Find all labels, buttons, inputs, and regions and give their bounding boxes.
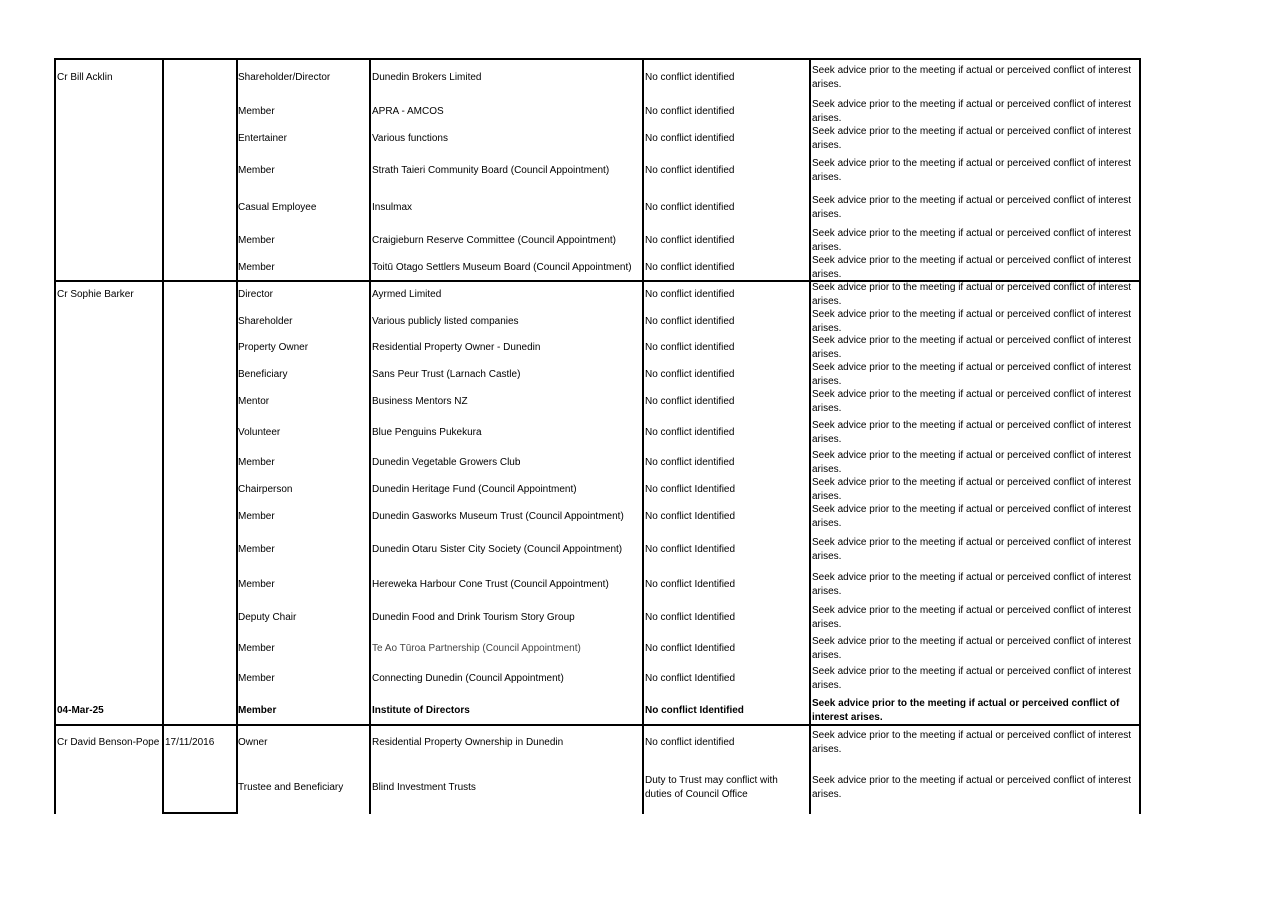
cell-action: Seek advice prior to the meeting if actual or perceived conflict of interest arises. bbox=[812, 228, 1132, 253]
cell-conflict: No conflict identified bbox=[645, 106, 735, 117]
cell-action: Seek advice prior to the meeting if actual or perceived conflict of interest arises. bbox=[812, 282, 1132, 307]
cell-conflict: No conflict Identified bbox=[645, 544, 736, 555]
cell-role: Casual Employee bbox=[238, 202, 317, 213]
cell-action: Seek advice prior to the meeting if actual or perceived conflict of interest arises. bbox=[812, 65, 1132, 90]
cell-organisation: Residential Property Ownership in Dunedin bbox=[372, 737, 564, 748]
cell-role: Member bbox=[238, 262, 275, 273]
column-divider bbox=[1139, 58, 1141, 814]
cell-conflict: Duty to Trust may conflict with duties of Council Office bbox=[645, 775, 778, 800]
cell-conflict: No conflict identified bbox=[645, 316, 735, 327]
cell-organisation: Dunedin Brokers Limited bbox=[372, 72, 482, 83]
cell-role: Entertainer bbox=[238, 133, 287, 144]
cell-organisation: APRA - AMCOS bbox=[372, 106, 444, 117]
column-divider bbox=[236, 58, 238, 814]
cell-action: Seek advice prior to the meeting if actual or perceived conflict of interest arises. bbox=[812, 450, 1132, 475]
cell-conflict: No conflict identified bbox=[645, 165, 735, 176]
cell-conflict: No conflict identified bbox=[645, 342, 735, 353]
cell-conflict: No conflict Identified bbox=[645, 612, 736, 623]
cell-organisation: Toitū Otago Settlers Museum Board (Council Appointment) bbox=[372, 262, 632, 273]
cell-conflict: No conflict Identified bbox=[645, 484, 736, 495]
cell-conflict: No conflict identified bbox=[645, 369, 735, 380]
cell-organisation: Dunedin Food and Drink Tourism Story Group bbox=[372, 612, 575, 623]
cell-action: Seek advice prior to the meeting if actual or perceived conflict of interest arises. bbox=[812, 504, 1132, 529]
cell-conflict: No conflict Identified bbox=[645, 579, 736, 590]
cell-date: 17/11/2016 bbox=[165, 737, 215, 748]
cell-conflict: No conflict identified bbox=[645, 737, 735, 748]
cell-action: Seek advice prior to the meeting if actual or perceived conflict of interest arises. bbox=[812, 255, 1132, 280]
cell-role: Mentor bbox=[238, 396, 270, 407]
cell-conflict: No conflict identified bbox=[645, 262, 735, 273]
cell-action: Seek advice prior to the meeting if actual or perceived conflict of interest arises. bbox=[812, 362, 1132, 387]
cell-conflict: No conflict identified bbox=[645, 72, 735, 83]
cell-conflict: No conflict identified bbox=[645, 235, 735, 246]
cell-organisation: Hereweka Harbour Cone Trust (Council Appointment) bbox=[372, 579, 609, 590]
column-divider bbox=[162, 58, 164, 814]
cell-organisation: Ayrmed Limited bbox=[372, 289, 442, 300]
cell-action: Seek advice prior to the meeting if actual or perceived conflict of interest arises. bbox=[812, 730, 1132, 755]
column-divider bbox=[54, 58, 56, 814]
cell-role: Owner bbox=[238, 737, 268, 748]
cell-role: Member bbox=[238, 673, 275, 684]
cell-action: Seek advice prior to the meeting if actual or perceived conflict of interest arises. bbox=[812, 605, 1132, 630]
cell-action: Seek advice prior to the meeting if actual or perceived conflict of interest arises. bbox=[812, 775, 1132, 800]
cell-action: Seek advice prior to the meeting if actual or perceived conflict of interest arises. bbox=[812, 477, 1132, 502]
cell-role: Member bbox=[238, 106, 275, 117]
cell-role: Shareholder bbox=[238, 316, 293, 327]
cell-role: Beneficiary bbox=[238, 369, 288, 380]
cell-organisation: Residential Property Owner - Dunedin bbox=[372, 342, 541, 353]
column-divider bbox=[642, 58, 644, 814]
cell-action: Seek advice prior to the meeting if actual or perceived conflict of interest arises. bbox=[812, 335, 1132, 360]
cell-conflict: No conflict identified bbox=[645, 427, 735, 438]
cell-role: Trustee and Beneficiary bbox=[238, 782, 344, 793]
cell-action: Seek advice prior to the meeting if actual or perceived conflict of interest arises. bbox=[812, 537, 1132, 562]
cell-conflict: No conflict Identified bbox=[645, 673, 736, 684]
cell-conflict: No conflict identified bbox=[645, 133, 735, 144]
cell-conflict: No conflict identified bbox=[645, 457, 735, 468]
cell-role: Property Owner bbox=[238, 342, 309, 353]
cell-conflict: No conflict identified bbox=[645, 289, 735, 300]
cell-action: Seek advice prior to the meeting if actual or perceived conflict of interest arises. bbox=[812, 698, 1120, 723]
cell-organisation: Business Mentors NZ bbox=[372, 396, 468, 407]
cell-action: Seek advice prior to the meeting if actual or perceived conflict of interest arises. bbox=[812, 126, 1132, 151]
cell-role: Member bbox=[238, 643, 275, 654]
cell-member: Cr Sophie Barker bbox=[57, 289, 134, 300]
group-divider bbox=[54, 724, 1141, 726]
group-divider bbox=[54, 280, 1141, 282]
cell-organisation: Dunedin Vegetable Growers Club bbox=[372, 457, 521, 468]
cell-conflict: No conflict Identified bbox=[645, 705, 744, 716]
cell-organisation: Various functions bbox=[372, 133, 448, 144]
cell-organisation: Craigieburn Reserve Committee (Council Appointment) bbox=[372, 235, 616, 246]
cell-conflict: No conflict Identified bbox=[645, 643, 736, 654]
cell-organisation: Blue Penguins Pukekura bbox=[372, 427, 482, 438]
cell-action: Seek advice prior to the meeting if actual or perceived conflict of interest arises. bbox=[812, 195, 1132, 220]
cell-action: Seek advice prior to the meeting if actual or perceived conflict of interest arises. bbox=[812, 389, 1132, 414]
cell-action: Seek advice prior to the meeting if actual or perceived conflict of interest arises. bbox=[812, 420, 1132, 445]
cell-role: Deputy Chair bbox=[238, 612, 297, 623]
cell-organisation: Insulmax bbox=[372, 202, 413, 213]
cell-role: Member bbox=[238, 457, 275, 468]
cell-organisation: Dunedin Heritage Fund (Council Appointment) bbox=[372, 484, 577, 495]
cell-conflict: No conflict identified bbox=[645, 396, 735, 407]
group-divider bbox=[54, 58, 1141, 60]
cell-action: Seek advice prior to the meeting if actual or perceived conflict of interest arises. bbox=[812, 309, 1132, 334]
cell-role: Chairperson bbox=[238, 484, 293, 495]
cell-role: Director bbox=[238, 289, 274, 300]
date-box-bottom bbox=[162, 812, 238, 814]
cell-conflict: No conflict identified bbox=[645, 202, 735, 213]
column-divider bbox=[369, 58, 371, 814]
cell-role: Member bbox=[238, 544, 275, 555]
cell-role: Member bbox=[238, 579, 275, 590]
cell-action: Seek advice prior to the meeting if actual or perceived conflict of interest arises. bbox=[812, 666, 1132, 691]
cell-organisation: Connecting Dunedin (Council Appointment) bbox=[372, 673, 564, 684]
cell-role: Member bbox=[238, 235, 275, 246]
cell-organisation: Sans Peur Trust (Larnach Castle) bbox=[372, 369, 521, 380]
cell-role: Member bbox=[238, 511, 275, 522]
cell-organisation: Dunedin Gasworks Museum Trust (Council Appointment) bbox=[372, 511, 624, 522]
cell-organisation: Te Ao Tūroa Partnership (Council Appointment) bbox=[372, 643, 581, 654]
cell-conflict: No conflict Identified bbox=[645, 511, 736, 522]
cell-organisation: Dunedin Otaru Sister City Society (Council Appointment) bbox=[372, 544, 623, 555]
cell-member: 04-Mar-25 bbox=[57, 705, 104, 716]
cell-role: Shareholder/Director bbox=[238, 72, 331, 83]
cell-action: Seek advice prior to the meeting if actual or perceived conflict of interest arises. bbox=[812, 158, 1132, 183]
cell-role: Member bbox=[238, 705, 277, 716]
cell-role: Volunteer bbox=[238, 427, 281, 438]
cell-action: Seek advice prior to the meeting if actual or perceived conflict of interest arises. bbox=[812, 572, 1132, 597]
cell-member: Cr David Benson-Pope bbox=[57, 737, 160, 748]
cell-organisation: Strath Taieri Community Board (Council Appointment) bbox=[372, 165, 610, 176]
cell-organisation: Blind Investment Trusts bbox=[372, 782, 476, 793]
cell-member: Cr Bill Acklin bbox=[57, 72, 113, 83]
cell-action: Seek advice prior to the meeting if actual or perceived conflict of interest arises. bbox=[812, 99, 1132, 124]
cell-organisation: Institute of Directors bbox=[372, 705, 470, 716]
cell-organisation: Various publicly listed companies bbox=[372, 316, 519, 327]
column-divider bbox=[809, 58, 811, 814]
cell-role: Member bbox=[238, 165, 275, 176]
cell-action: Seek advice prior to the meeting if actual or perceived conflict of interest arises. bbox=[812, 636, 1132, 661]
